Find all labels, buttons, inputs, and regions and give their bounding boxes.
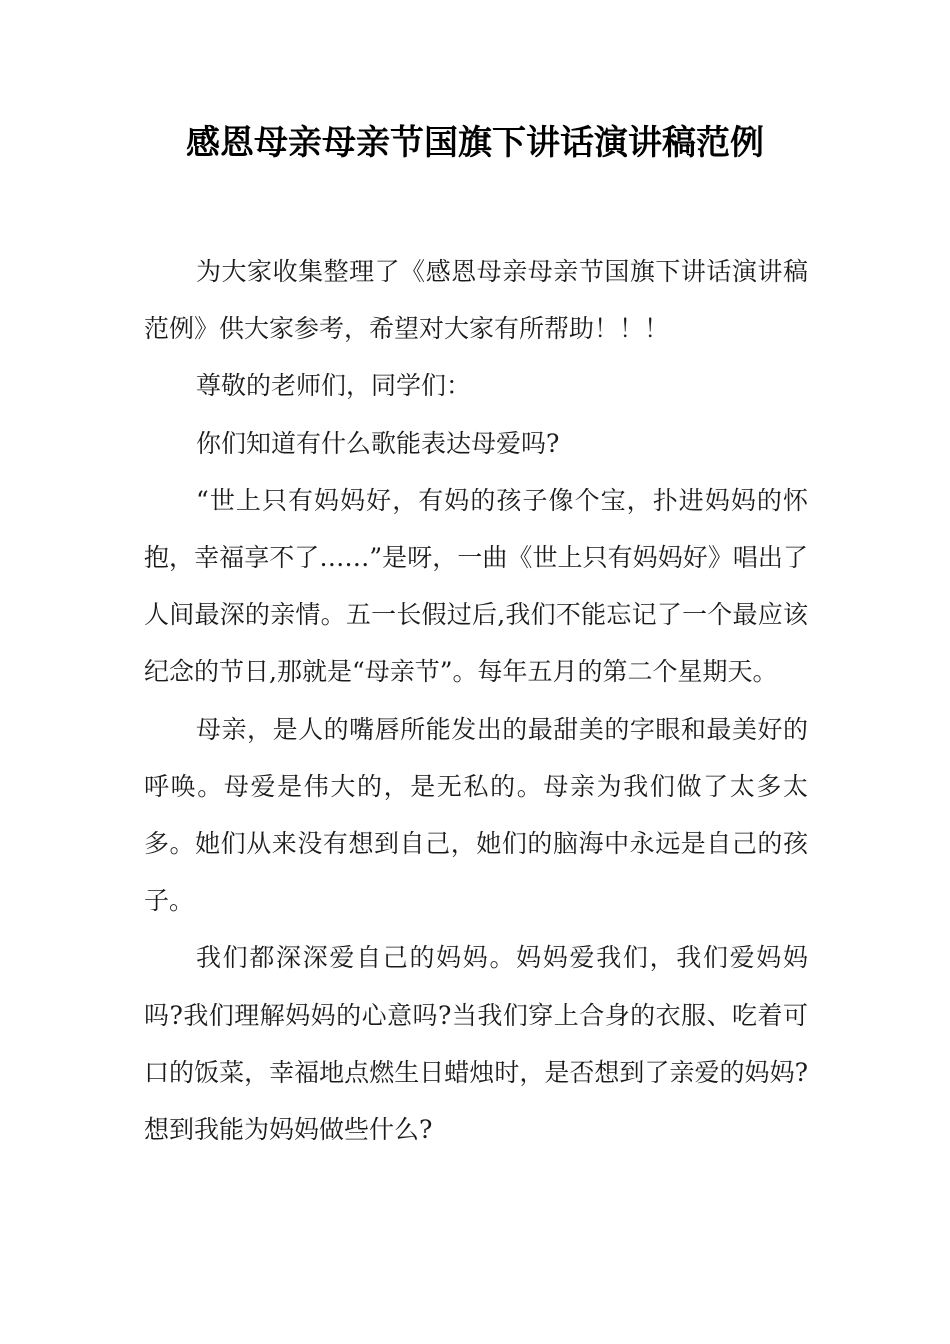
paragraph-love: 我们都深深爱自己的妈妈。妈妈爱我们，我们爱妈妈吗?我们理解妈妈的心意吗?当我们穿上合身的衣服、吃着可口的饭菜，幸福地点燃生日蜡烛时，是否想到了亲爱的妈妈?想到我能为妈妈做些什么? — [144, 943, 808, 1145]
paragraph-greeting: 尊敬的老师们，同学们： — [196, 371, 472, 401]
paragraph-mother: 母亲，是人的嘴唇所能发出的最甜美的字眼和最美好的呼唤。母爱是伟大的，是无私的。母亲为我们做了太多太多。她们从来没有想到自己，她们的脑海中永远是自己的孩子。 — [144, 714, 808, 916]
document-body — [144, 243, 808, 1158]
paragraph-question: 你们知道有什么歌能表达母爱吗? — [196, 428, 560, 458]
paragraph-intro: 为大家收集整理了《感恩母亲母亲节国旗下讲话演讲稿范例》供大家参考，希望对大家有所帮助！！！ — [144, 257, 808, 344]
document-title: 感恩母亲母亲节国旗下讲话演讲稿范例 — [186, 123, 764, 163]
paragraph-song: “世上只有妈妈好，有妈的孩子像个宝，扑进妈妈的怀抱，幸福享不了……”是呀，一曲《世上只有妈妈好》唱出了人间最深的亲情。五一长假过后,我们不能忘记了一个最应该纪念的节日,那就是“母亲节”。每年五月的第二个星期天。 — [144, 485, 808, 687]
